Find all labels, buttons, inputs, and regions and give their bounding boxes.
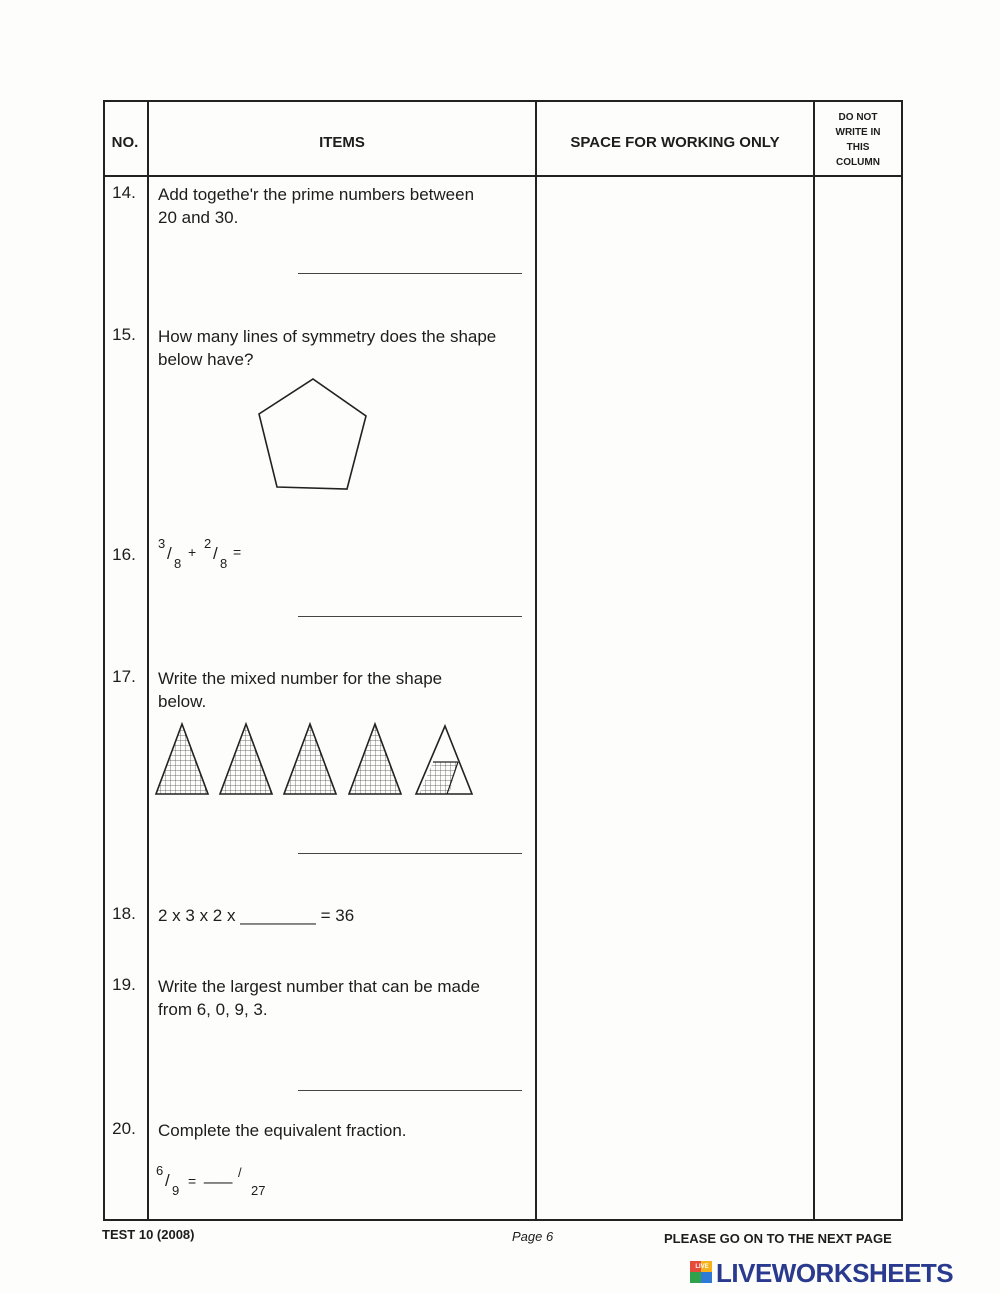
table-right-border xyxy=(901,100,903,1221)
expression-end: = 36 xyxy=(320,906,355,925)
shaded-triangle xyxy=(284,724,336,794)
equivalent-fraction-expression xyxy=(156,1163,296,1205)
question-text xyxy=(158,667,528,713)
column-divider-no xyxy=(147,100,149,1221)
header-do-not-write-line: DO NOT xyxy=(838,112,878,123)
question-text xyxy=(158,325,528,371)
question-text xyxy=(158,904,528,927)
question-number: 14. xyxy=(112,183,136,202)
equals-sign: = xyxy=(188,1173,197,1189)
header-do-not-write xyxy=(816,110,900,170)
answer-line[interactable] xyxy=(298,616,522,617)
question-line: Add togethe'r the prime numbers between xyxy=(158,185,475,204)
column-divider-working xyxy=(813,100,815,1221)
table-bottom-border xyxy=(103,1219,903,1221)
header-do-not-write-line: THIS xyxy=(846,142,870,153)
table-top-border xyxy=(103,100,903,102)
fraction-numerator: 3 xyxy=(158,536,166,551)
table-left-border xyxy=(103,100,105,1221)
header-do-not-write-line: WRITE IN xyxy=(835,127,881,138)
fraction-numerator: 2 xyxy=(204,536,212,551)
numerator-blank[interactable]: ___ xyxy=(204,1165,233,1184)
next-page-note: PLEASE GO ON TO THE NEXT PAGE xyxy=(664,1231,892,1246)
question-line: Write the mixed number for the shape xyxy=(158,669,443,688)
question-text xyxy=(158,975,528,1021)
column-divider-items xyxy=(535,100,537,1221)
fraction-sum-expression xyxy=(158,536,278,576)
question-number: 17. xyxy=(112,667,136,686)
triangles-figure xyxy=(150,720,480,800)
header-items: ITEMS xyxy=(319,134,365,151)
fraction-slash: / xyxy=(165,1171,170,1190)
plus-sign: + xyxy=(188,544,197,560)
partially-shaded-triangle xyxy=(416,726,472,794)
question-text xyxy=(158,183,528,229)
answer-line[interactable] xyxy=(298,1090,522,1091)
question-number: 18. xyxy=(112,904,136,923)
shaded-triangle xyxy=(220,724,272,794)
question-line: Complete the equivalent fraction. xyxy=(158,1121,407,1140)
question-line: Write the largest number that can be made xyxy=(158,977,480,996)
question-line: from 6, 0, 9, 3. xyxy=(158,1000,268,1019)
fraction-slash: / xyxy=(213,544,218,563)
header-bottom-border xyxy=(103,175,903,177)
question-line: below have? xyxy=(158,350,254,369)
brand-name: LIVEWORKSHEETS xyxy=(716,1258,954,1288)
header-no: NO. xyxy=(111,134,139,151)
question-line: How many lines of symmetry does the shape xyxy=(158,327,497,346)
page-number: Page 6 xyxy=(512,1229,554,1244)
fraction-denominator: 8 xyxy=(220,556,228,571)
pentagon-shape xyxy=(252,374,372,496)
question-line: below. xyxy=(158,692,207,711)
question-line: 20 and 30. xyxy=(158,208,239,227)
answer-line[interactable] xyxy=(298,273,522,274)
question-number: 20. xyxy=(112,1119,136,1138)
header-working: SPACE FOR WORKING ONLY xyxy=(570,134,780,151)
question-number: 19. xyxy=(112,975,136,994)
header-do-not-write-line: COLUMN xyxy=(836,157,880,168)
fraction-numerator: 6 xyxy=(156,1163,164,1178)
fraction-slash: / xyxy=(167,544,172,563)
expression-start: 2 x 3 x 2 x xyxy=(158,906,236,925)
question-number: 16. xyxy=(112,545,136,564)
liveworksheets-logo xyxy=(690,1258,995,1288)
fraction-denominator: 9 xyxy=(172,1183,180,1198)
fraction-denominator: 27 xyxy=(251,1183,266,1198)
equals-sign: = xyxy=(233,544,242,560)
answer-line[interactable] xyxy=(298,853,522,854)
question-number: 15. xyxy=(112,325,136,344)
fraction-denominator: 8 xyxy=(174,556,182,571)
expression-blank[interactable]: ________ xyxy=(240,906,316,925)
question-text xyxy=(158,1119,528,1142)
fraction-slash: / xyxy=(238,1165,242,1180)
shaded-triangle xyxy=(156,724,208,794)
shaded-triangle xyxy=(349,724,401,794)
live-badge-text: LIVE xyxy=(695,1264,709,1270)
test-label: TEST 10 (2008) xyxy=(102,1227,195,1242)
